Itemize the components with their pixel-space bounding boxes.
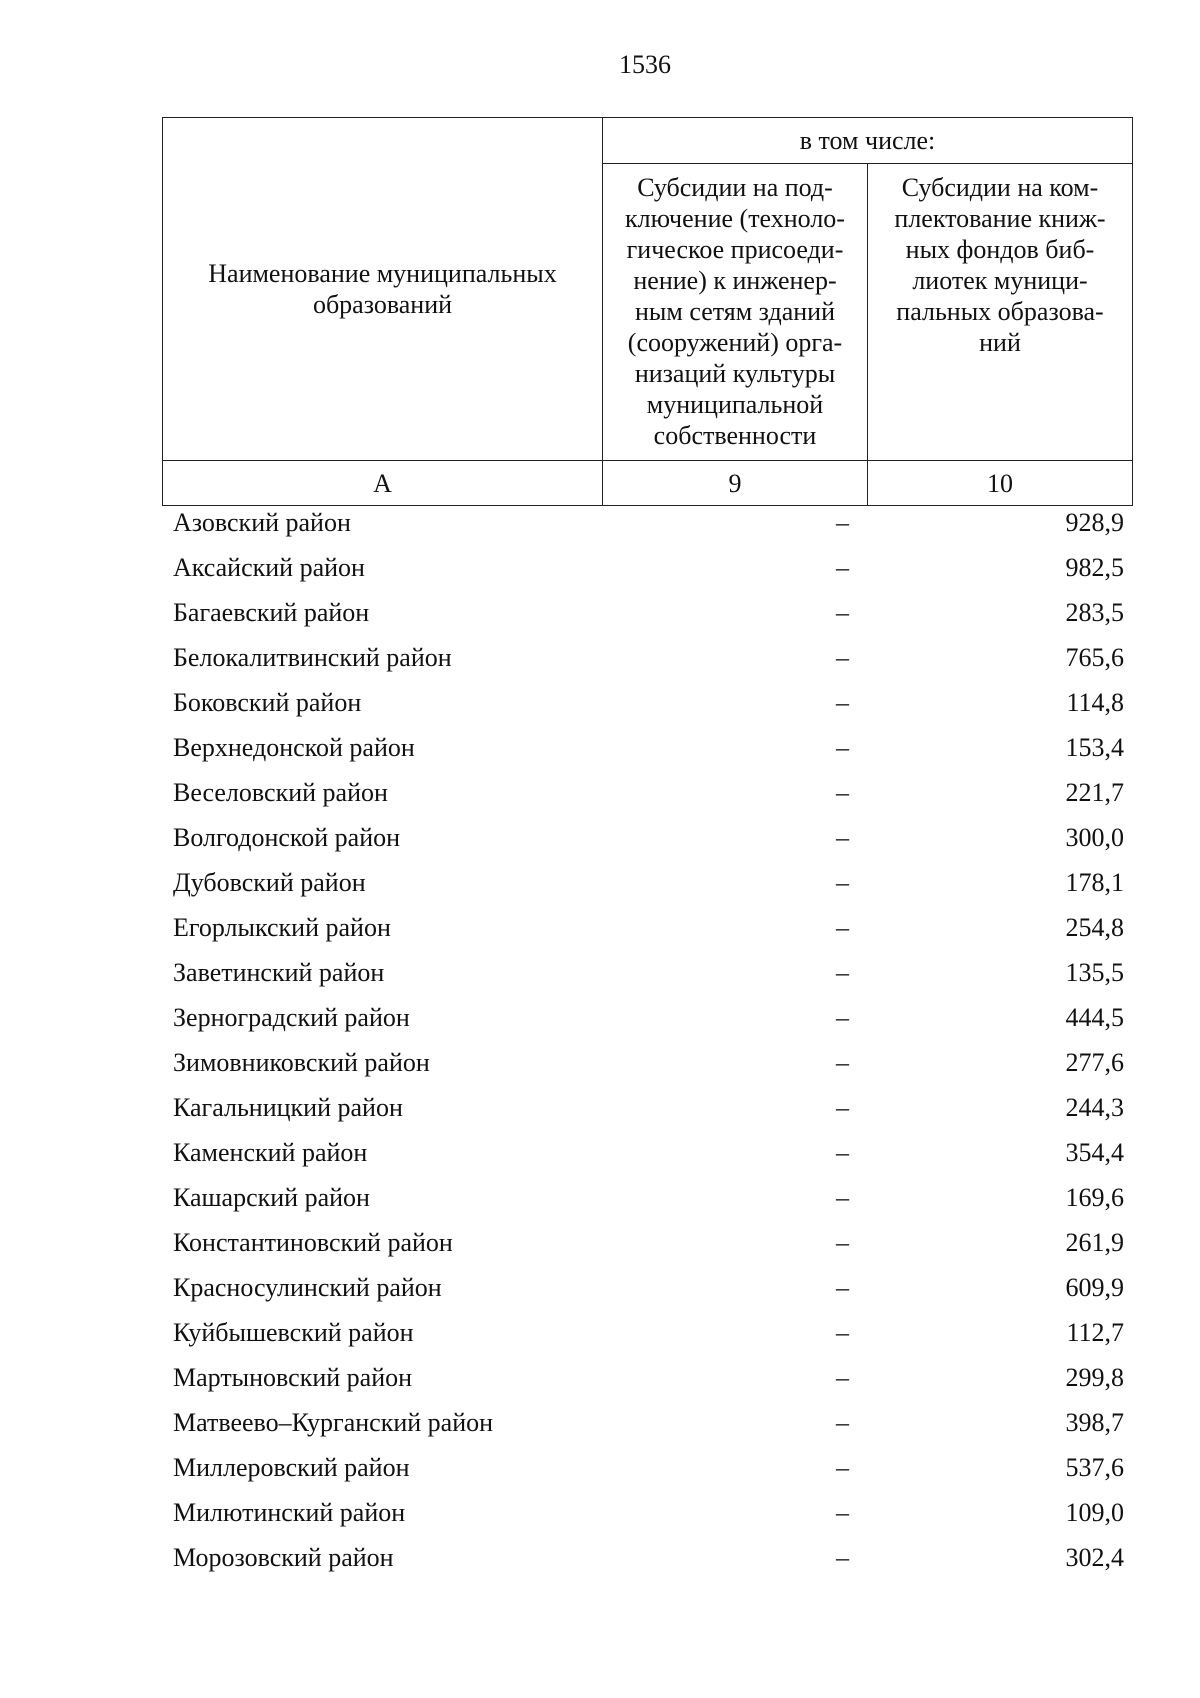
municipality-name: Азовский район: [173, 508, 351, 537]
col10-value: 261,9: [1065, 1228, 1124, 1257]
col10-value: 169,6: [1065, 1183, 1124, 1212]
page-number: 1536: [619, 50, 671, 79]
header-col9-title: Субсидии на под- ключение (техноло- гическое присоеди- нение) к инженер- ным сетям зданий (сооружений) орга- низаций культуры муниципальной собственности: [603, 164, 868, 461]
municipality-name: Белокалитвинский район: [173, 643, 452, 672]
municipality-name: Милютинский район: [173, 1498, 406, 1527]
table-row: [0, 772, 1200, 817]
municipality-name: Веселовский район: [173, 778, 388, 807]
municipality-name: Матвеево–Курганский район: [173, 1408, 494, 1437]
table-row: [0, 547, 1200, 592]
col10-value: 178,1: [1065, 868, 1124, 897]
table-row: [0, 1312, 1200, 1357]
col10-value: 928,9: [1065, 508, 1124, 537]
col10-value: 299,8: [1065, 1363, 1124, 1392]
table-row: [0, 1402, 1200, 1447]
col9-value: –: [836, 643, 849, 672]
col10-value: 244,3: [1065, 1093, 1124, 1122]
col9-value: –: [836, 958, 849, 987]
municipality-name: Дубовский район: [173, 868, 366, 897]
col10-value: 398,7: [1065, 1408, 1124, 1437]
municipality-name: Морозовский район: [173, 1543, 394, 1572]
municipality-name: Константиновский район: [173, 1228, 453, 1257]
header-col10-number: 10: [868, 461, 1133, 506]
header-col10-title: Субсидии на ком- плектование книж- ных фондов биб- лиотек муници- пальных образова- ний: [868, 164, 1133, 461]
header-col-a-number: А: [163, 461, 603, 506]
municipality-name: Зерноградский район: [173, 1003, 410, 1032]
col9-value: –: [836, 868, 849, 897]
municipality-name: Мартыновский район: [173, 1363, 413, 1392]
municipality-name: Красносулинский район: [173, 1273, 442, 1302]
col10-value: 300,0: [1065, 823, 1124, 852]
col9-value: –: [836, 1048, 849, 1077]
col10-value: 254,8: [1065, 913, 1124, 942]
col9-value: –: [836, 1453, 849, 1482]
col9-value: –: [836, 1228, 849, 1257]
col9-value: –: [836, 1408, 849, 1437]
table-row: [0, 1132, 1200, 1177]
municipality-name: Куйбышевский район: [173, 1318, 414, 1347]
col9-value: –: [836, 553, 849, 582]
table-row: [0, 952, 1200, 997]
col10-value: 135,5: [1065, 958, 1124, 987]
col9-value: –: [836, 1318, 849, 1347]
col9-value: –: [836, 733, 849, 762]
table-row: [0, 727, 1200, 772]
col9-value: –: [836, 1543, 849, 1572]
col10-value: 537,6: [1065, 1453, 1124, 1482]
table-row: [0, 1447, 1200, 1492]
municipality-name: Багаевский район: [173, 598, 370, 627]
col10-value: 221,7: [1065, 778, 1124, 807]
col9-value: –: [836, 1363, 849, 1392]
table-row: [0, 502, 1200, 547]
header-col9-number: 9: [603, 461, 868, 506]
table-row: [0, 1042, 1200, 1087]
col10-value: 112,7: [1066, 1318, 1124, 1347]
table-row: [0, 1492, 1200, 1537]
municipality-name: Заветинский район: [173, 958, 385, 987]
municipality-name: Егорлыкский район: [173, 913, 391, 942]
table-row: [0, 1357, 1200, 1402]
col9-value: –: [836, 1498, 849, 1527]
header-name-column: Наименование муниципальных образований: [163, 118, 603, 461]
table-row: [0, 1087, 1200, 1132]
municipality-name: Волгодонской район: [173, 823, 401, 852]
table-row: [0, 817, 1200, 862]
table-row: [0, 997, 1200, 1042]
table-row: [0, 592, 1200, 637]
col10-value: 302,4: [1065, 1543, 1124, 1572]
col9-value: –: [836, 823, 849, 852]
col9-value: –: [836, 508, 849, 537]
municipality-name: Верхнедонской район: [173, 733, 415, 762]
municipality-name: Кагальницкий район: [173, 1093, 403, 1122]
col10-value: 114,8: [1066, 688, 1124, 717]
table-row: [0, 862, 1200, 907]
table-row: [0, 682, 1200, 727]
header-including: в том числе:: [603, 118, 1133, 164]
table-row: [0, 1537, 1200, 1582]
col10-value: 354,4: [1065, 1138, 1124, 1167]
col9-value: –: [836, 598, 849, 627]
table-row: [0, 637, 1200, 682]
col9-value: –: [836, 1183, 849, 1212]
col10-value: 765,6: [1065, 643, 1124, 672]
table-row: [0, 907, 1200, 952]
col9-value: –: [836, 778, 849, 807]
col9-value: –: [836, 1138, 849, 1167]
col10-value: 109,0: [1065, 1498, 1124, 1527]
col9-value: –: [836, 1273, 849, 1302]
col9-value: –: [836, 1093, 849, 1122]
col10-value: 982,5: [1065, 553, 1124, 582]
municipality-name: Миллеровский район: [173, 1453, 410, 1482]
table-header: [162, 117, 1133, 506]
table-row: [0, 1222, 1200, 1267]
col10-value: 283,5: [1065, 598, 1124, 627]
municipality-name: Зимовниковский район: [173, 1048, 430, 1077]
table-body: [0, 502, 1200, 1582]
col9-value: –: [836, 913, 849, 942]
col10-value: 153,4: [1065, 733, 1124, 762]
municipality-name: Аксайский район: [173, 553, 365, 582]
col9-value: –: [836, 688, 849, 717]
col10-value: 609,9: [1065, 1273, 1124, 1302]
table-row: [0, 1267, 1200, 1312]
table-row: [0, 1177, 1200, 1222]
municipality-name: Каменский район: [173, 1138, 368, 1167]
municipality-name: Кашарский район: [173, 1183, 370, 1212]
col10-value: 444,5: [1065, 1003, 1124, 1032]
col9-value: –: [836, 1003, 849, 1032]
col10-value: 277,6: [1065, 1048, 1124, 1077]
municipality-name: Боковский район: [173, 688, 362, 717]
